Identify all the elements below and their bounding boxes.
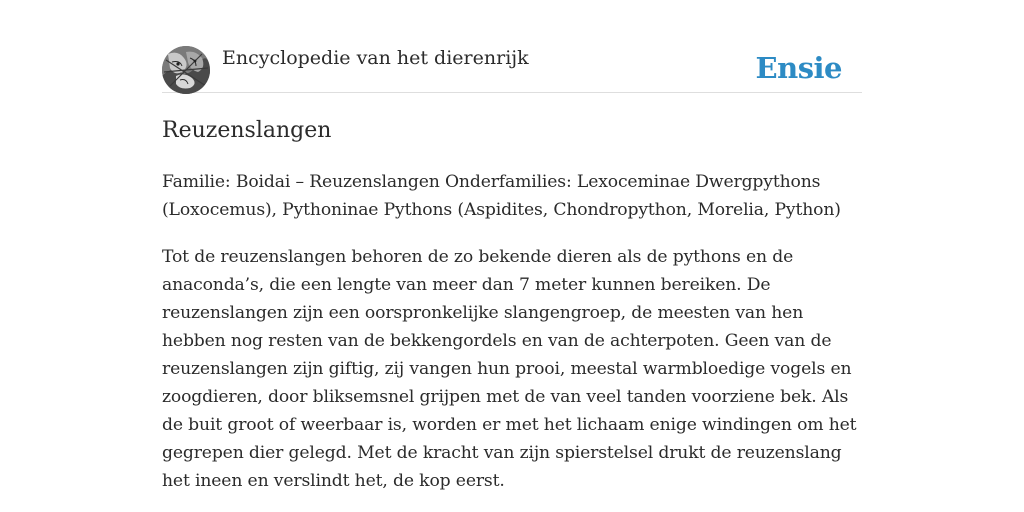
article-title: Reuzenslangen xyxy=(162,118,332,143)
header xyxy=(162,0,862,93)
article-paragraph-description: Tot de reuzenslangen behoren de zo bekende dieren als de pythons en de anaconda’s, die een lengte van meer dan 7 meter kunnen bereiken. De reuzenslangen zijn een oorspronkelijke slangengroep, de meesten van hen hebben nog resten van de bekkengordels en van de achterpoten. Geen van de reuzenslangen zijn giftig, zij vangen hun prooi, meestal warmbloedige vogels en zoogdieren, door bliksemsnel grijpen met de van veel tanden voorziene bek. Als de buit groot of weerbaar is, worden er met het lichaam enige windingen om het gegrepen dier gelegd. Met de kracht van zijn spierstelsel drukt de reuzenslang het ineen en verslindt het, de kop eerst. xyxy=(162,247,857,491)
source-title[interactable]: Encyclopedie van het dierenrijk xyxy=(222,47,529,69)
article-card xyxy=(162,0,862,512)
animal-engraving-avatar-icon[interactable] xyxy=(162,46,210,94)
brand-logo[interactable]: Ensie xyxy=(755,51,842,85)
article-paragraph-family: Familie: Boidai – Reuzenslangen Onderfamilies: Lexoceminae Dwergpythons (Loxocemus), Pythoninae Pythons (Aspidites, Chondropython, Morelia, Python) xyxy=(162,172,841,220)
